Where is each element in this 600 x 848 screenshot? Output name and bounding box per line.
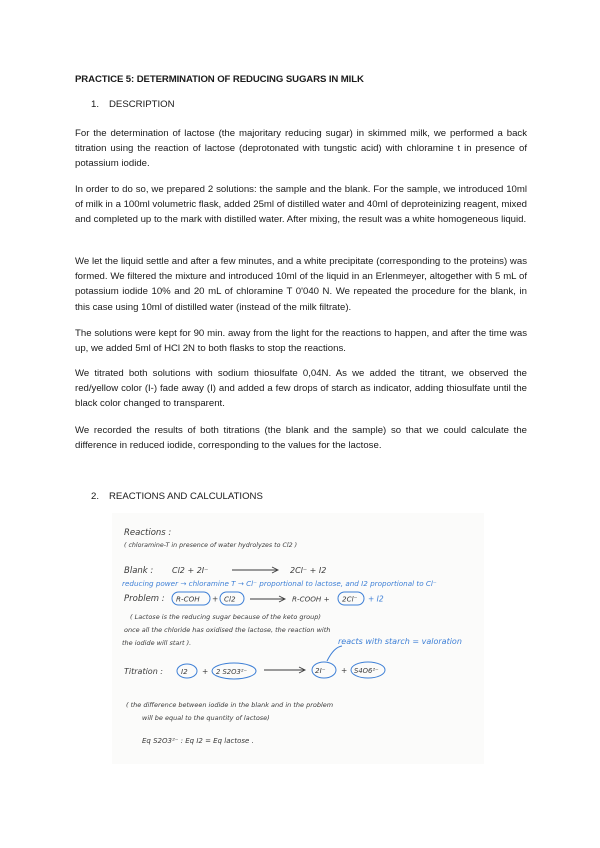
reactions-label: Reactions : (124, 528, 172, 538)
equivalence-equation: Eq S2O3²⁻ : Eq I2 = Eq lactose . (142, 737, 254, 745)
document-title: PRACTICE 5: DETERMINATION OF REDUCING SUGARS IN MILK (75, 74, 364, 85)
starch-arrow (327, 646, 342, 661)
problem-reactant-1: R-COH (176, 594, 200, 604)
lactose-note-line-2: once all the chloride has oxidised the lactose, the reaction with (124, 626, 331, 634)
titration-reactant-2: 2 S2O3²⁻ (216, 668, 248, 676)
starch-note: reacts with starch = valoration (338, 637, 462, 646)
handwritten-notes-drawing (112, 513, 484, 764)
section-number: 2. (91, 491, 100, 502)
reactions-note: ( chloramine-T in presence of water hydrolyzes to Cl2 ) (124, 542, 298, 549)
difference-note-line-2: will be equal to the quantity of lactose) (142, 714, 270, 722)
titration-plus-2: + (341, 666, 348, 675)
section-number: 1. (91, 99, 100, 110)
blank-equation-right: 2Cl⁻ + I2 (290, 566, 327, 575)
paragraph-filtration: We let the liquid settle and after a few minutes, and a white precipitate (corresponding to the proteins) was formed. We filtered the mixture and introduced 10ml of the liquid in an Erlenmeyer, altogether with 5 mL of potassium iodide 10% and 20 mL of chloramine T 0'040 N. We repeated the procedure for the blank, in this case using 10ml of distilled water (instead of the milk filtrate). (75, 256, 527, 313)
blank-equation-left: Cl2 + 2I⁻ (172, 566, 209, 575)
problem-product-1: R-COOH + (292, 594, 330, 604)
reducing-power-note: reducing power → chloramine T → Cl⁻ proportional to lactose, and I2 proportional to Cl⁻ (122, 579, 437, 588)
paragraph-intro: For the determination of lactose (the majoritary reducing sugar) in skimmed milk, we performed a back titration using the reaction of lactose (deprotonated with tungstic acid) with chloramine t in presence of potassium iodide. (75, 128, 527, 170)
titration-product-1: 2I⁻ (315, 666, 326, 675)
section-heading-text: REACTIONS AND CALCULATIONS (109, 491, 263, 502)
titration-product-2: S4O6²⁻ (354, 667, 379, 675)
lactose-note-line-3: the iodide will start ). (122, 639, 192, 647)
problem-product-2: 2Cl⁻ (342, 594, 358, 604)
titration-plus-1: + (202, 667, 209, 676)
problem-label: Problem : (124, 594, 165, 604)
paragraph-results: We recorded the results of both titrations (the blank and the sample) so that we could calculate the difference in reduced iodide, corresponding to the values for the lactose. (75, 425, 527, 452)
blank-label: Blank : (124, 566, 154, 576)
difference-note-line-1: ( the difference between iodide in the blank and in the problem (126, 701, 334, 709)
titration-label: Titration : (124, 667, 163, 676)
section-heading-reactions (91, 491, 263, 502)
section-heading-description (91, 99, 175, 110)
problem-reactant-2: Cl2 (224, 594, 236, 604)
section-heading-text: DESCRIPTION (109, 99, 175, 110)
paragraph-solutions: In order to do so, we prepared 2 solutions: the sample and the blank. For the sample, we introduced 10ml of milk in a 100ml volumetric flask, added 25ml of distilled water and 40ml of deproteinizing reagent, mixed and completed up to the mark with distilled water. After mixing, the result was a white homogeneous liquid. (75, 184, 527, 226)
titration-reactant-1: I2 (181, 667, 188, 676)
paragraph-reaction-time: The solutions were kept for 90 min. away from the light for the reactions to happen, and after the time was up, we added 5ml of HCl 2N to both flasks to stop the reactions. (75, 328, 527, 355)
handwritten-notes-image (112, 513, 484, 764)
lactose-note-line-1: ( Lactose is the reducing sugar because of the keto group) (130, 613, 321, 621)
problem-plus-1: + (212, 594, 219, 604)
problem-product-3: + I2 (368, 594, 384, 604)
paragraph-titration: We titrated both solutions with sodium thiosulfate 0,04N. As we added the titrant, we observed the red/yellow color (I-) fade away (I) and added a few drops of starch as indicator, adding thiosulfate until the black color changed to transparent. (75, 368, 527, 410)
